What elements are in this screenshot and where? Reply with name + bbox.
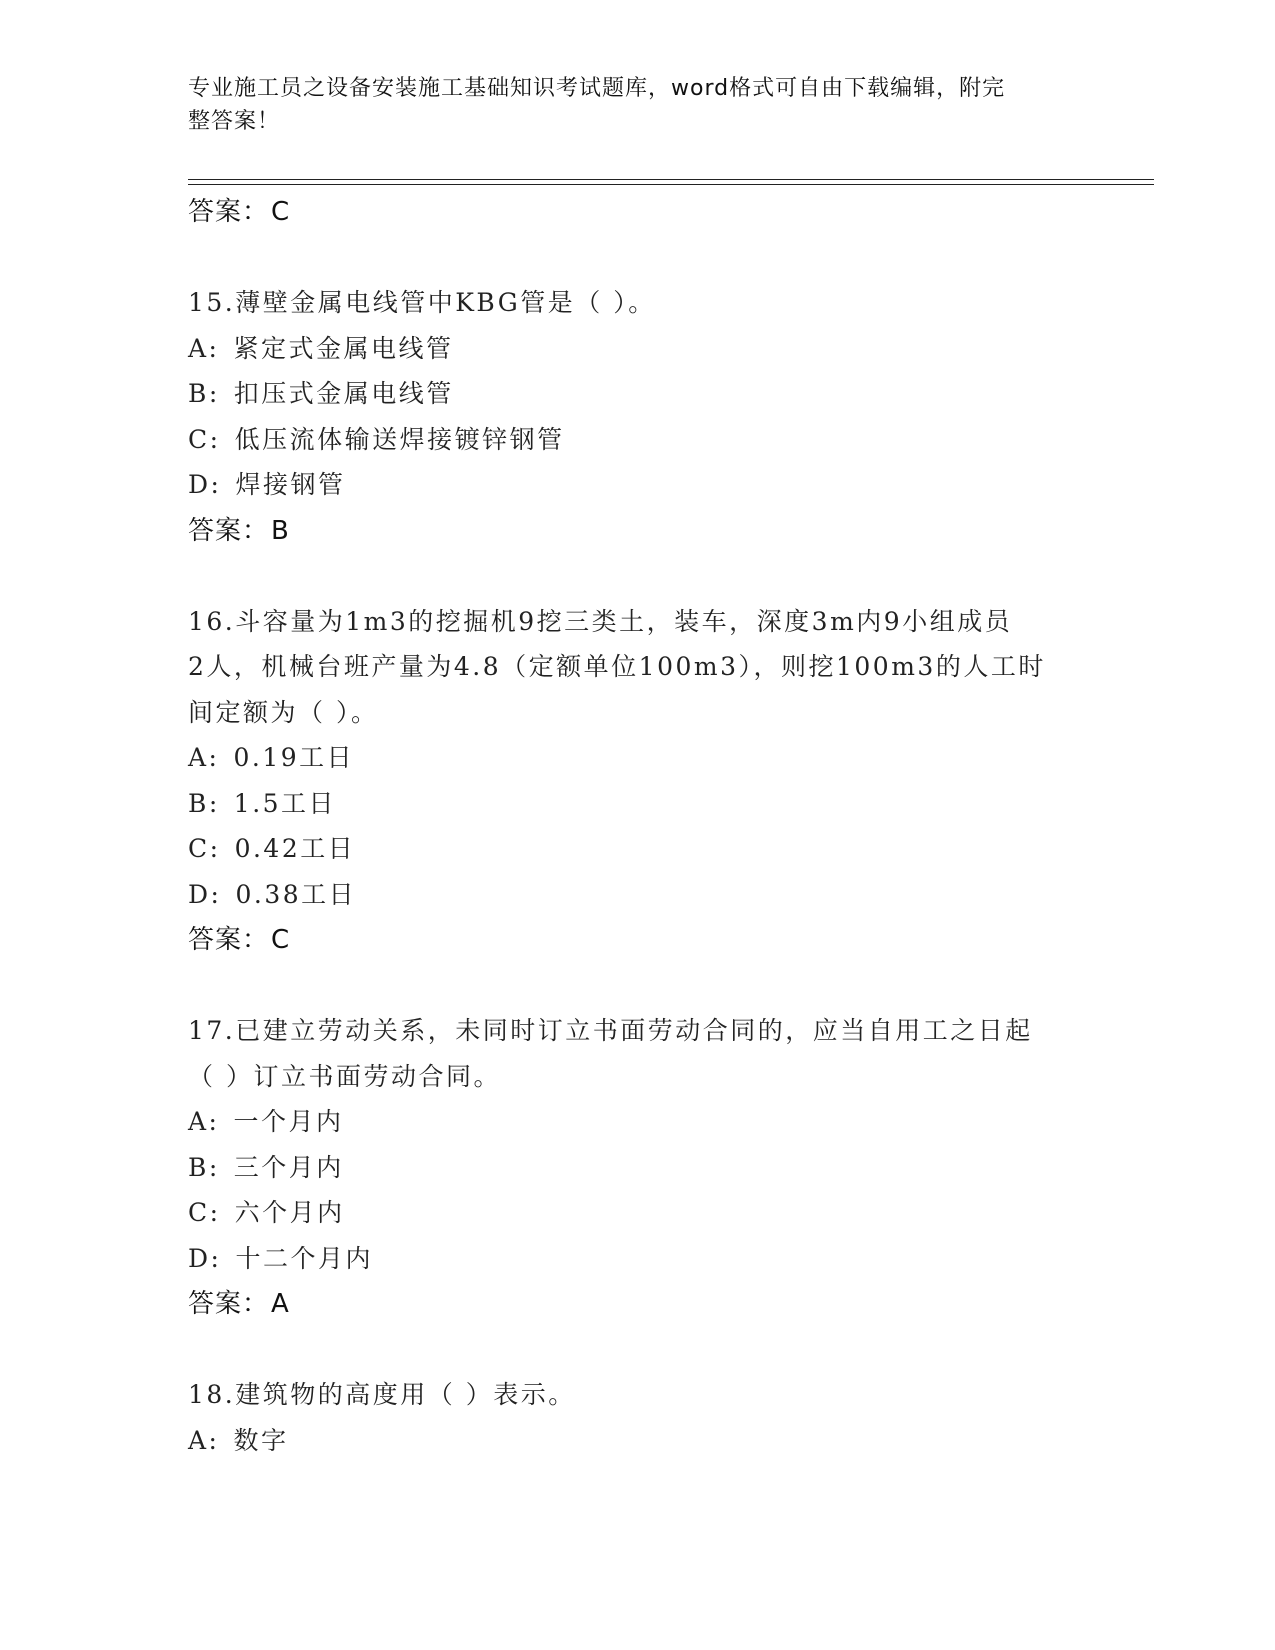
option-key: D: <box>188 879 222 909</box>
header-divider-top <box>188 179 1154 180</box>
option-d <box>188 462 1088 508</box>
option-a <box>188 326 1088 372</box>
answer-label: 答案： <box>188 925 270 955</box>
option-d <box>188 872 1088 918</box>
answer-value: C <box>271 925 291 955</box>
option-text: 焊接钢管 <box>235 470 346 499</box>
header-line-1: 专业施工员之设备安装施工基础知识考试题库，word格式可自由下载编辑，附完 <box>188 76 1006 101</box>
option-b <box>188 371 1088 417</box>
option-key: A: <box>188 333 220 363</box>
option-text: 十二个月内 <box>235 1243 373 1273</box>
answer-value: C <box>271 197 291 227</box>
question-stem-line: 18.建筑物的高度用（ ）表示。 <box>188 1380 576 1409</box>
option-text: 低压流体输送焊接镀锌钢管 <box>234 424 565 454</box>
option-key: A: <box>188 1425 220 1455</box>
question-stem-line: 16.斗容量为1m3的挖掘机9挖三类土，装车，深度3m内9小组成员 <box>188 606 1013 636</box>
header-line-2: 整答案！ <box>188 109 281 134</box>
option-a <box>188 1418 1088 1464</box>
question-stem-line: 17.已建立劳动关系，未同时订立书面劳动合同的，应当自用工之日起 <box>188 1016 1033 1045</box>
option-a <box>188 1099 1088 1145</box>
answer-label: 答案： <box>188 1289 270 1319</box>
option-a <box>188 735 1088 781</box>
option-text: 1.5工日 <box>233 788 337 818</box>
answer-line <box>188 917 1088 963</box>
header-divider-bottom <box>188 184 1154 185</box>
answer-value: A <box>271 1289 290 1319</box>
option-text: 六个月内 <box>234 1198 345 1227</box>
option-key: B: <box>188 1152 220 1182</box>
answer-line <box>188 189 1088 235</box>
option-text: 扣压式金属电线管 <box>233 379 454 408</box>
option-key: D: <box>188 1243 222 1273</box>
option-b <box>188 1145 1088 1191</box>
answer-label: 答案： <box>188 197 270 227</box>
question-16 <box>188 599 1088 964</box>
option-text: 0.42工日 <box>234 834 356 863</box>
option-text: 一个月内 <box>233 1107 344 1136</box>
question-stem-line: 间定额为（ ）。 <box>188 697 379 727</box>
document-header <box>188 72 1068 138</box>
option-key: A: <box>188 743 220 772</box>
option-text: 三个月内 <box>233 1152 344 1182</box>
option-key: B: <box>188 379 220 408</box>
option-b <box>188 781 1088 827</box>
option-key: A: <box>188 1107 220 1136</box>
question-18 <box>188 1372 1088 1463</box>
option-c <box>188 1190 1088 1236</box>
answer-value: B <box>271 515 290 546</box>
option-key: C: <box>188 424 221 454</box>
option-key: C: <box>188 834 221 863</box>
option-c <box>188 417 1088 463</box>
question-15 <box>188 280 1088 554</box>
option-key: C: <box>188 1198 221 1227</box>
question-stem-line: （ ）订立书面劳动合同。 <box>188 1061 501 1091</box>
answer-line <box>188 508 1088 554</box>
question-17 <box>188 1008 1088 1327</box>
question-stem-line: 15.薄壁金属电线管中KBG管是（ ）。 <box>188 288 656 317</box>
question-list <box>188 189 1088 1463</box>
option-key: D: <box>188 470 222 499</box>
answer-label: 答案： <box>188 515 270 546</box>
option-text: 0.38工日 <box>235 879 357 909</box>
option-text: 数字 <box>233 1425 289 1455</box>
question-stem-line: 2人，机械台班产量为4.8（定额单位100m3），则挖100m3的人工时 <box>188 652 1046 681</box>
option-text: 0.19工日 <box>233 743 355 772</box>
option-key: B: <box>188 788 220 818</box>
option-text: 紧定式金属电线管 <box>233 333 454 363</box>
option-d <box>188 1236 1088 1282</box>
answer-line <box>188 1281 1088 1327</box>
option-c <box>188 826 1088 872</box>
